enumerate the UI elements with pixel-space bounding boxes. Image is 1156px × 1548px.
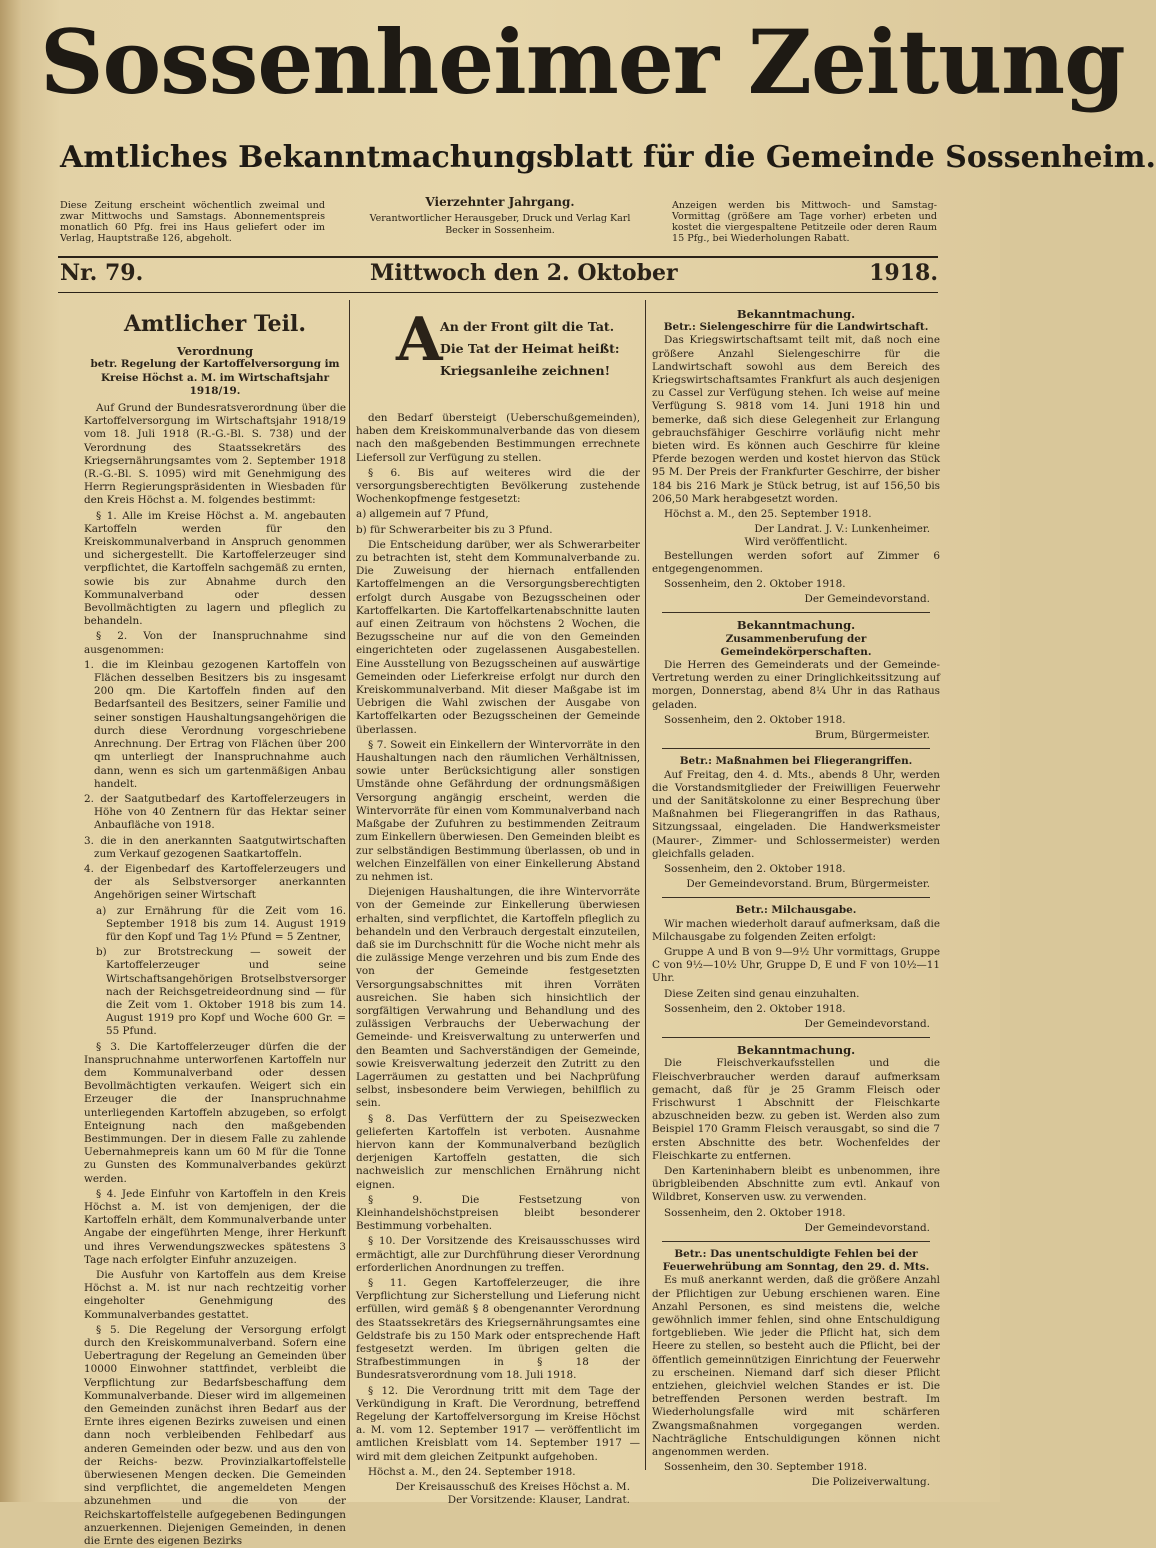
issue-number: Nr. 79. bbox=[60, 260, 144, 286]
notice-text: Bestellungen werden sofort auf Zimmer 6 entgegengenommen. bbox=[652, 549, 940, 575]
list-item: 3. die in den anerkannten Saatgutwirtschaften zum Verkauf gezogenen Saatkartoffeln. bbox=[84, 834, 346, 860]
page-edge bbox=[0, 0, 22, 1502]
list-item: b) zur Brotstreckung — soweit der Kartoffelerzeuger und seine Wirtschaftsangehörigen Brotselbstversorger nach der Reichsgetreideordnung sind — für die Zeit vom 1. Oktober 1918 bis zum 14. August 1919 pro Kopf und Woche 600 Gr. = 55 Pfund. bbox=[96, 946, 346, 1038]
notice-text: Die Fleischverkaufsstellen und die Fleischverbraucher werden darauf aufmerksam gemacht, daß für je 25 Gramm Fleisch oder Frischwurst 1 Abschnitt der Fleischkarte abzuschneiden bezw. zu geben ist. Werden also zum Beispiel 170 Gramm Fleisch verausgabt, so sind die 7 ersten Abschnitte des betr. Wochenfeldes der Fleischkarte zu entfernen. bbox=[652, 1057, 940, 1162]
list-item: 4. der Eigenbedarf des Kartoffelerzeugers und der als Selbstversorger anerkannten Angehörigen seiner Wirtschaft bbox=[84, 862, 346, 902]
paragraph: § 4. Jede Einfuhr von Kartoffeln in den Kreis Höchst a. M. ist von demjenigen, der die Kartoffeln erhält, dem Kommunalverbande unter Angabe der eingeführten Menge, ihrer Herkunft und ihres Verwendungszweckes spätestens 3 Tage nach erfolgter Einfuhr anzuzeigen. bbox=[84, 1187, 346, 1266]
notice-head: Bekanntmachung. bbox=[736, 618, 856, 633]
notice-text: Gruppe A und B von 9—9½ Uhr vormittags, Gruppe C von 9½—10½ Uhr, Gruppe D, E und F von 10½—11 Uhr. bbox=[652, 945, 940, 985]
signature: Der Gemeindevorstand. bbox=[804, 1017, 930, 1030]
notice-place: Sossenheim, den 2. Oktober 1918. bbox=[664, 1206, 846, 1219]
decorative-initial: A bbox=[396, 305, 443, 375]
list-item: b) für Schwerarbeiter bis zu 3 Pfund. bbox=[356, 523, 553, 536]
notice-text: Wird veröffentlicht. bbox=[744, 536, 848, 549]
paragraph: § 12. Die Verordnung tritt mit dem Tage der Verkündigung in Kraft. Die Verordnung, betreffend Regelung der Kartoffelversorgung im Kreise Höchst a. M. vom 12. September 1917 — veröffentlicht im amtlichen Kreisblatt vom 14. September 1917 — wird mit dem gleichen Zeitpunkt aufgehoben. bbox=[356, 1384, 640, 1463]
section-title: Amtlicher Teil. bbox=[123, 311, 307, 337]
divider bbox=[662, 612, 930, 613]
column-left bbox=[84, 306, 346, 1548]
paragraph: § 9. Die Festsetzung von Kleinhandelshöchstpreisen bleibt besonderer Bestimmung vorbehalten. bbox=[356, 1193, 640, 1233]
list-item: a) allgemein auf 7 Pfund, bbox=[356, 508, 489, 521]
ordinance-subject: betr. Regelung der Kartoffelversorgung im Kreise Höchst a. M. im Wirtschaftsjahr 1918/19. bbox=[90, 358, 340, 397]
notice-place: Sossenheim, den 2. Oktober 1918. bbox=[664, 1002, 846, 1015]
signature: Der Landrat. J. V.: Lunkenheimer. bbox=[754, 523, 930, 536]
paragraph: Höchst a. M., den 24. September 1918. bbox=[368, 1465, 576, 1478]
appeal-line: Kriegsanleihe zeichnen! bbox=[440, 363, 611, 378]
notice-text: Es muß anerkannt werden, daß die größere Anzahl der Pflichtigen zur Uebung erschienen waren. Eine Anzahl Personen, es sind meistens die, welche gewöhnlich immer fehlen, sind ohne Entschuldigung fortgeblieben. Wie jeder die Pflicht hat, sich dem Heere zu stellen, so besteht auch die Pflicht, bei der öffentlich gemeinnützigen Einrichtung der Feuerwehr zu erscheinen. Niemand darf sich dieser Pflicht entziehen, gleichviel welchen Standes er ist. Die betreffenden Personen werden bestraft. Im Wiederholungsfalle wird mit schärferen Zwangsmaßnahmen vorgegangen werden. Nachträgliche Entschuldigungen können nicht angenommen werden. bbox=[652, 1274, 940, 1459]
list-item: a) zur Ernährung für die Zeit vom 16. September 1918 bis zum 14. August 1919 für den Kopf und Tag 1½ Pfund = 5 Zentner, bbox=[96, 904, 346, 943]
rule-top bbox=[58, 256, 938, 258]
appeal-line: An der Front gilt die Tat. bbox=[440, 319, 615, 334]
signature: Der Gemeindevorstand. bbox=[804, 593, 930, 606]
divider bbox=[662, 748, 930, 749]
paragraph: Die Entscheidung darüber, wer als Schwerarbeiter zu betrachten ist, steht dem Kommunalverbande zu. Die Zuweisung der hiernach entfallenden Kartoffelmengen an die Versorgungsberechtigten erfolgt durch Ausgabe von Bezugsscheinen oder Kartoffelkarten. Die Kartoffelkartenabschnitte lauten auf einen Zeitraum von höchstens 2 Wochen, die Bezugsscheine nur auf die von den Gemeinden eingerichteten oder zugelassenen Ausgabestellen. Eine Ausstellung von Bezugsscheinen auf auswärtige Gemeinden oder Lieferkreise erfolgt nur durch den Kreiskommunalverband. Mit dieser Maßgabe ist im Uebrigen die Wahl zwischen der Ausgabe von Kartoffelkarten oder Bezugsscheinen der Gemeinde überlassen. bbox=[356, 538, 640, 736]
subscription-info: Diese Zeitung erscheint wöchentlich zweimal und zwar Mittwochs und Samstags. Abonnementspreis monatlich 60 Pfg. frei ins Haus geliefert oder im Verlag, Hauptstraße 126, abgeholt. bbox=[60, 200, 325, 244]
advert-info: Anzeigen werden bis Mittwoch- und Samstag-Vormittag (größere am Tage vorher) erbeten und kostet die viergespaltene Petitzeile oder deren Raum 15 Pfg., bei Wiederholungen Rabatt. bbox=[672, 200, 937, 244]
notice-text: Das Kriegswirtschaftsamt teilt mit, daß noch eine größere Anzahl Sielengeschirre für die Landwirtschaft sowohl aus dem Bereich des Kriegswirtschaftsamtes Frankfurt als auch desjenigen zu Cassel zur Verfügung stehen. Ich weise auf meine Verfügung S. 9818 vom 14. Juni 1918 hin und bemerke, daß sich diese Gelegenheit zur Erlangung gebrauchsfähiger Geschirre vorläufig nicht mehr bieten wird. Es können auch Geschirre für kleine Pferde bezogen werden und kostet hiervon das Stück 95 M. Der Preis der Frankfurter Geschirre, der bisher 184 bis 216 Mark je Stück betrug, ist auf 156,50 bis 206,50 Mark herabgesetzt worden. bbox=[652, 334, 940, 505]
notice-subject: Zusammenberufung der Gemeindekörperschaften. bbox=[720, 632, 872, 658]
notice-place: Sossenheim, den 2. Oktober 1918. bbox=[664, 713, 846, 726]
paragraph: Auf Grund der Bundesratsverordnung über die Kartoffelversorgung im Wirtschaftsjahr 1918/19 vom 18. Juli 1918 (R.-G.-Bl. S. 738) und der Verordnung des Staatssekretärs des Kriegsernährungsamtes vom 2. September 1918 (R.-G.-Bl. S. 1095) wird mit Genehmigung des Herrn Regierungspräsidenten in Wiesbaden für den Kreis Höchst a. M. folgendes bestimmt: bbox=[84, 402, 346, 507]
appeal-line: Die Tat der Heimat heißt: bbox=[440, 341, 620, 356]
paragraph: § 3. Die Kartoffelerzeuger dürfen die der Inanspruchnahme unterworfenen Kartoffeln nur dem Kommunalverband oder dessen Bevollmächtigten verkaufen. Weigert sich ein Erzeuger die der Inanspruchnahme unterliegenden Kartoffeln abzugeben, so erfolgt Enteignung nach den maßgebenden Bestimmungen. Der in diesem Falle zu zahlende Uebernahmepreis kann um 60 M für die Tonne zu Gunsten des Kommunalverbandes gekürzt werden. bbox=[84, 1040, 346, 1185]
column-right bbox=[652, 306, 940, 1489]
rule-bottom bbox=[58, 292, 938, 293]
notice-subject: Betr.: Milchausgabe. bbox=[735, 904, 857, 917]
publisher-label: Verantwortlicher Herausgeber, Druck und Verlag Karl Becker in Sossenheim. bbox=[369, 213, 631, 236]
divider bbox=[662, 897, 930, 898]
notice-subject: Betr.: Das unentschuldigte Fehlen bei der Feuerwehrübung am Sonntag, den 29. d. Mts. bbox=[662, 1248, 930, 1274]
paragraph: § 5. Die Regelung der Versorgung erfolgt durch den Kreiskommunalverband. Sofern eine Uebertragung der Regelung an Gemeinden über 10000 Einwohner stattfindet, verbleibt die Verpflichtung zur Bedarfsbeschaffung dem Kommunalverbande. Dieser wird im allgemeinen den Gemeinden zunächst ihren Bedarf aus der Ernte ihres eigenen Bezirks zuweisen und einen dann noch verbleibenden Fehlbedarf aus anderen Gemeinden oder bezw. und aus den von der Reichs- bezw. Provinzialkartoffelstelle überwiesenen Mengen decken. Die Gemeinden sind verpflichtet, die angemeldeten Mengen abzunehmen und die von der Reichskartoffelstelle aufgegebenen Bedingungen anzuerkennen. Diejenigen Gemeinden, in denen die Ernte des eigenen Bezirks bbox=[84, 1323, 346, 1548]
paragraph: § 2. Von der Inanspruchnahme sind ausgenommen: bbox=[84, 630, 346, 656]
paragraph: § 11. Gegen Kartoffelerzeuger, die ihre Verpflichtung zur Sicherstellung und Lieferung nicht erfüllen, wird gemäß § 8 obengenannter Verordnung des Staatssekretärs des Kriegsernährungsamtes eine Geldstrafe bis zu 150 Mark oder entsprechende Haft festgesetzt werden. Im übrigen gelten die Strafbestimmungen in § 18 der Bundesratsverordnung vom 18. Juli 1918. bbox=[356, 1277, 640, 1382]
notice-text: Wir machen wiederholt darauf aufmerksam, daß die Milchausgabe zu folgenden Zeiten erfolgt: bbox=[652, 917, 940, 943]
issue-date: Mittwoch den 2. Oktober bbox=[370, 260, 678, 286]
notice-place: Höchst a. M., den 25. September 1918. bbox=[664, 508, 872, 521]
publisher-info bbox=[365, 196, 635, 237]
list-item: 1. die im Kleinbau gezogenen Kartoffeln von Flächen desselben Besitzers bis zu insgesamt 200 qm. Die Kartoffeln finden auf den Bedarfsanteil des Besitzers, seiner Familie und seiner sonstigen Haushaltungsangehörigen die durch diese Verordnung vorgeschriebene Anrechnung. Der Ertrag von Flächen über 200 qm unterliegt der Inanspruchnahme auch dann, wenn es sich um gartenmäßigen Anbau handelt. bbox=[84, 658, 346, 790]
masthead-subtitle: Amtliches Bekanntmachungsblatt für die Gemeinde Sossenheim. bbox=[60, 140, 1156, 175]
paragraph: § 1. Alle im Kreise Höchst a. M. angebauten Kartoffeln werden für den Kreiskommunalverband in Anspruch genommen und sichergestellt. Die Kartoffelerzeuger sind verpflichtet, die Kartoffeln sachgemäß zu ernten, sowie bis zur Abnahme durch den Kommunalverband oder dessen Bevollmächtigten zu lagern und pfleglich zu behandeln. bbox=[84, 509, 346, 628]
paragraph: § 7. Soweit ein Einkellern der Wintervorräte in den Haushaltungen nach den räumlichen Verhältnissen, sowie unter Berücksichtigung aller sonstigen Umstände ohne Gefährdung der ordnungsmäßigen Versorgung angängig erscheint, werden die Wintervorräte für einen vom Kommunalverband nach Maßgabe der Zufuhren zu bestimmenden Zeitraum zum Einkellern überwiesen. Den Gemeinden bleibt es zur selbständigen Bestimmung überlassen, ob und in welchen Einzelfällen von einer Einkellerung Abstand zu nehmen ist. bbox=[356, 738, 640, 883]
paragraph: Die Ausfuhr von Kartoffeln aus dem Kreise Höchst a. M. ist nur nach rechtzeitig vorher eingeholter Genehmigung des Kommunalverbandes gestattet. bbox=[84, 1269, 346, 1321]
appeal-text bbox=[440, 316, 620, 382]
notice-text: Diese Zeiten sind genau einzuhalten. bbox=[664, 987, 860, 1000]
signature: Die Polizeiverwaltung. bbox=[811, 1476, 930, 1489]
paragraph: den Bedarf übersteigt (Ueberschußgemeinden), haben dem Kreiskommunalverbande das von diesem nach den maßgebenden Bestimmungen errechnete Liefersoll zur Verfügung zu stellen. bbox=[356, 412, 640, 464]
divider bbox=[662, 1241, 930, 1242]
dateline bbox=[60, 260, 938, 290]
signature: Der Vorsitzende: Klauser, Landrat. bbox=[447, 1494, 630, 1507]
list-item: 2. der Saatgutbedarf des Kartoffelerzeugers in Höhe von 40 Zentnern für das Hektar seiner Anbaufläche von 1918. bbox=[84, 792, 346, 832]
column-divider bbox=[349, 300, 350, 1470]
notice-place: Sossenheim, den 2. Oktober 1918. bbox=[664, 578, 846, 591]
notice-text: Die Herren des Gemeinderats und der Gemeinde-Vertretung werden zu einer Dringlichkeitssitzung auf morgen, Donnerstag, abend 8¼ Uhr in das Rathaus geladen. bbox=[652, 659, 940, 711]
notice-head: Bekanntmachung. bbox=[736, 1043, 856, 1058]
paragraph: § 10. Der Vorsitzende des Kreisausschusses wird ermächtigt, alle zur Durchführung dieser Verordnung erforderlichen Anordnungen zu treffen. bbox=[356, 1235, 640, 1274]
column-middle bbox=[356, 305, 640, 1507]
paragraph: § 6. Bis auf weiteres wird die der versorgungsberechtigten Bevölkerung zustehende Wochenkopfmenge festgesetzt: bbox=[356, 466, 640, 506]
notice-text: Auf Freitag, den 4. d. Mts., abends 8 Uhr, werden die Vorstandsmitglieder der Freiwilligen Feuerwehr und der Sanitätskolonne zu einer Besprechung über Maßnahmen bei Fliegerangriffen in das Rathaus, Sitzungssaal, eingeladen. Die Handwerksmeister (Maurer-, Zimmer- und Schlossermeister) werden gleichfalls geladen. bbox=[652, 768, 940, 860]
paragraph: § 8. Das Verfüttern der zu Speisezwecken gelieferten Kartoffeln ist verboten. Ausnahme hiervon kann der Kommunalverband bezüglich derjenigen Kartoffeln gestatten, die sich nachweislich zur menschlichen Ernährung nicht eignen. bbox=[356, 1112, 640, 1191]
signature: Der Gemeindevorstand. bbox=[804, 1221, 930, 1234]
signature: Der Gemeindevorstand. Brum, Bürgermeister. bbox=[686, 878, 930, 891]
notice-place: Sossenheim, den 2. Oktober 1918. bbox=[664, 862, 846, 875]
column-divider bbox=[645, 300, 646, 1470]
notice-head: Bekanntmachung. bbox=[736, 307, 856, 321]
war-loan-appeal bbox=[356, 306, 640, 406]
signature: Der Kreisausschuß des Kreises Höchst a. M. bbox=[395, 1481, 630, 1494]
divider bbox=[662, 1037, 930, 1038]
volume-label: Vierzehnter Jahrgang. bbox=[425, 195, 575, 209]
notice-subject: Betr.: Sielengeschirre für die Landwirtschaft. bbox=[663, 321, 929, 334]
issue-year: 1918. bbox=[869, 260, 938, 286]
notice-subject: Betr.: Maßnahmen bei Fliegerangriffen. bbox=[679, 755, 913, 768]
ordinance-title: Verordnung bbox=[176, 344, 254, 359]
notice-place: Sossenheim, den 30. September 1918. bbox=[664, 1461, 868, 1474]
paragraph: Diejenigen Haushaltungen, die ihre Wintervorräte von der Gemeinde zur Einkellerung überwiesen erhalten, sind verpflichtet, die Kartoffeln pfleglich zu behandeln und den Verbrauch dergestalt einzuteilen, daß sie im Durchschnitt für die Woche nicht mehr als die zulässige Menge verzehren und bis zum Ende des von der Gemeinde festgesetzten Versorgungsabschnittes mit ihren Vorräten ausreichen. Sie haben sich hinsichtlich der sorgfältigen Verwahrung und Behandlung und des zulässigen Verbrauchs der Ueberwachung der Gemeinde- und Kreisverwaltung zu unterwerfen und den Beamten und Sachverständigen der Gemeinde, sowie Kreisverwaltung jederzeit den Zutritt zu den Lagerräumen zu gestatten und bei Nachprüfung selbst, insbesondere beim Verwiegen, behilflich zu sein. bbox=[356, 886, 640, 1110]
notice-text: Den Karteninhabern bleibt es unbenommen, ihre übrigbleibenden Abschnitte zum evtl. Ankauf von Wildbret, Konserven usw. zu verwenden. bbox=[652, 1164, 940, 1204]
masthead-title: Sossenheimer Zeitung bbox=[40, 10, 1125, 114]
signature: Brum, Bürgermeister. bbox=[815, 729, 930, 742]
